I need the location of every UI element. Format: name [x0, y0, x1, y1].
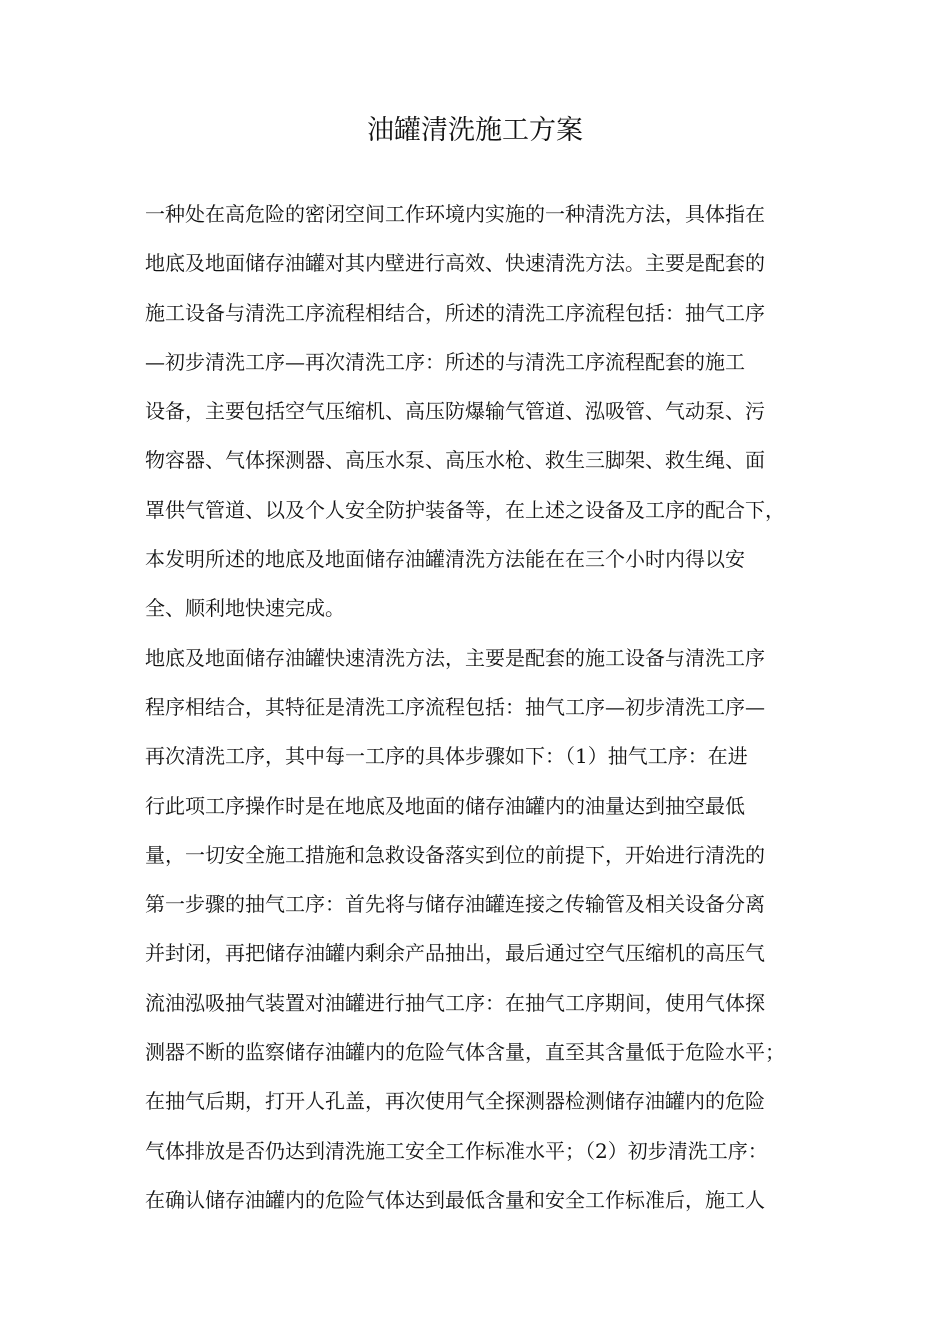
body-line: 物容器、气体探测器、高压水泵、高压水枪、救生三脚架、救生绳、面 [145, 448, 765, 473]
body-line: 行此项工序操作时是在地底及地面的储存油罐内的油量达到抽空最低 [145, 793, 745, 818]
body-line: 流油泓吸抽气装置对油罐进行抽气工序：在抽气工序期间，使用气体探 [145, 990, 765, 1015]
body-line: 量，一切安全施工措施和急救设备落实到位的前提下，开始进行清洗的 [145, 842, 765, 867]
body-line: 测器不断的监察储存油罐内的危险气体含量，直至其含量低于危险水平； [145, 1040, 785, 1065]
body-line: 本发明所述的地底及地面储存油罐清洗方法能在在三个小时内得以安 [145, 547, 745, 572]
body-line: 气体排放是否仍达到清洗施工安全工作标准水平；（2）初步清洗工序： [145, 1138, 768, 1163]
document-body [145, 190, 825, 1225]
body-line: 罩供气管道、以及个人安全防护装备等，在上述之设备及工序的配合下， [145, 497, 785, 522]
body-line: 在确认储存油罐内的危险气体达到最低含量和安全工作标准后，施工人 [145, 1187, 765, 1212]
body-line: 地底及地面储存油罐快速清洗方法，主要是配套的施工设备与清洗工序 [145, 645, 765, 670]
body-line: —初步清洗工序—再次清洗工序：所述的与清洗工序流程配套的施工 [145, 349, 745, 374]
body-line: 程序相结合，其特征是清洗工序流程包括：抽气工序—初步清洗工序— [145, 694, 765, 719]
body-line: 并封闭，再把储存油罐内剩余产品抽出，最后通过空气压缩机的高压气 [145, 941, 765, 966]
body-line: 再次清洗工序，其中每一工序的具体步骤如下：（1）抽气工序：在进 [145, 744, 748, 769]
body-line: 第一步骤的抽气工序：首先将与储存油罐连接之传输管及相关设备分离 [145, 892, 765, 917]
body-line: 施工设备与清洗工序流程相结合，所述的清洗工序流程包括：抽气工序 [145, 300, 765, 325]
body-line: 在抽气后期，打开人孔盖，再次使用气全探测器检测储存油罐内的危险 [145, 1089, 765, 1114]
body-line: 设备，主要包括空气压缩机、高压防爆输气管道、泓吸管、气动泵、污 [145, 399, 765, 424]
document-title: 油罐清洗施工方案 [367, 115, 583, 146]
body-line: 一种处在高危险的密闭空间工作环境内实施的一种清洗方法，具体指在 [145, 202, 765, 226]
body-line: 全、顺利地快速完成。 [145, 596, 345, 621]
body-line: 地底及地面储存油罐对其内壁进行高效、快速清洗方法。主要是配套的 [145, 251, 765, 276]
